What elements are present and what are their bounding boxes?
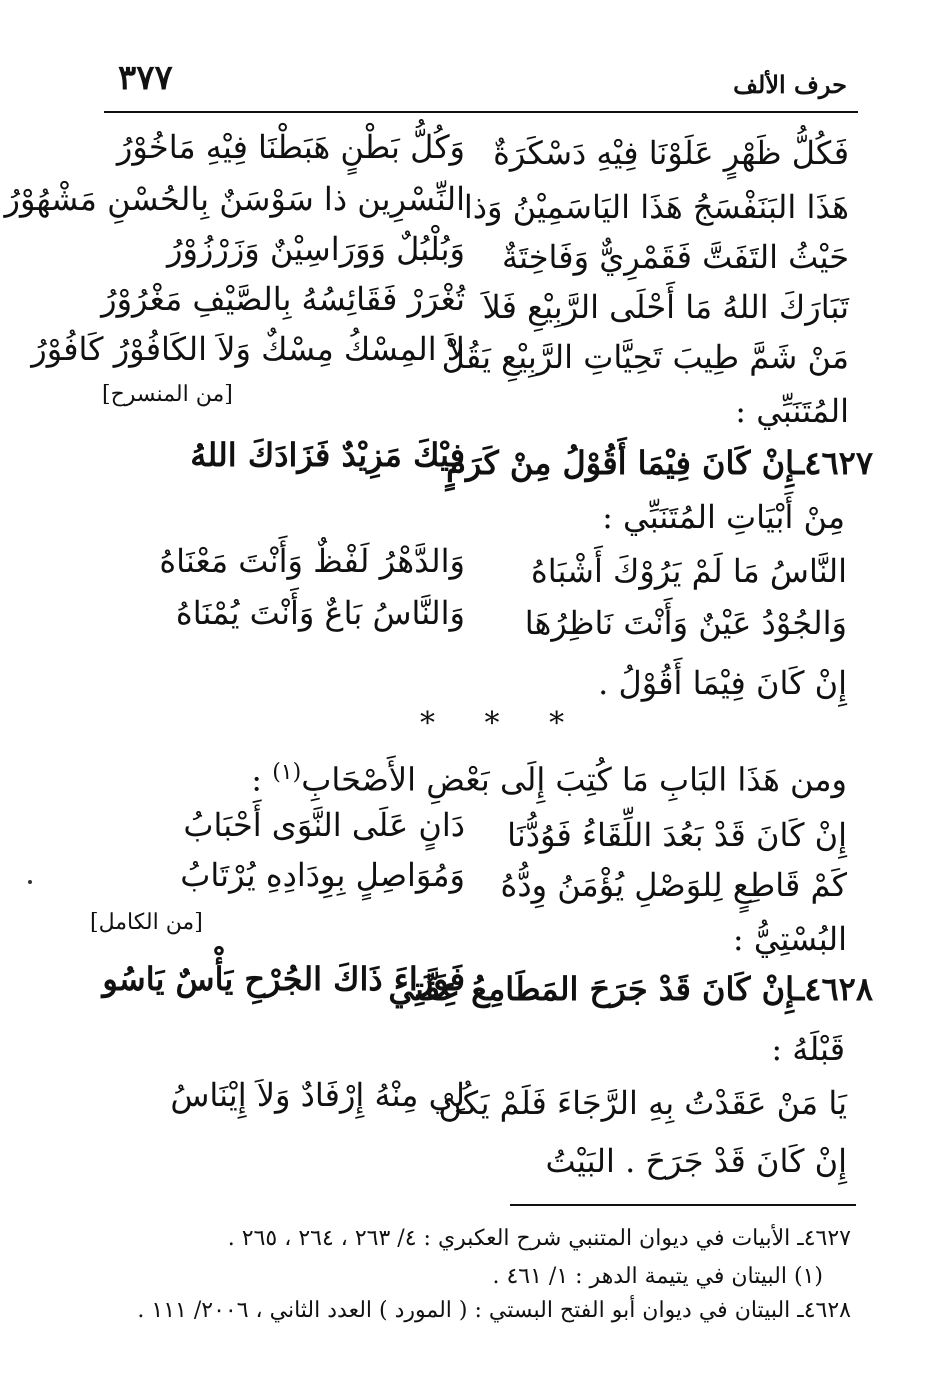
verse-right: مَنْ شَمَّ طِيبَ تَحِيَّاتِ الرَّبِيْعِ يَقُلْ [441,338,849,376]
verse-left: وَبُلْبُلٌ وَوَرَاسِيْنٌ وَزَرْزُوْرُ [167,230,465,268]
verse-left: وَمُوَاصِلٍ بِوِدَادِهِ يُرْتَابُ [180,856,465,894]
entry-intro: قَبْلَهُ : [771,1030,845,1068]
verse-left: وَالنَّاسُ بَاعٌ وَأَنْتَ يُمْنَاهُ [175,594,465,632]
meter-label: [من المنسرح] [102,382,233,407]
scan-speck [28,880,32,884]
footnote: ٤٦٢٨ـ البيتان في ديوان أبو الفتح البستي : ( المورد ) العدد الثاني ، ٢٠٠٦/ ١١١ . [137,1298,851,1323]
quoted-line: إِنْ كَانَ قَدْ جَرَحَ . البَيْتُ [545,1142,847,1180]
verse-right: تَبَارَكَ اللهُ مَا أَحْلَى الرَّبِيْعِ فَلاَ [482,288,849,326]
verse-right: كَمْ قَاطِعٍ لِلوَصْلِ يُؤْمَنُ وِدُّهُ [500,866,847,904]
verse-right: هَذَا البَنَفْسَجُ هَذَا اليَاسَمِيْنُ وَذا [463,188,849,226]
entry-number: ٤٦٢٧ـ [794,444,873,482]
verse-right: النَّاسُ مَا لَمْ يَرُوْكَ أَشْبَاهُ [531,552,847,590]
entry-verse-left: فَوَرَاءَ ذَاكَ الجُرْحِ يَأْسٌ يَاسُو [102,960,465,998]
section-intro-colon: : [251,760,263,799]
verse-right: إِنْ كَانَ قَدْ بَعُدَ اللِّقَاءُ فَوُدُّنَا [507,816,847,854]
quoted-line: إِنْ كَانَ فِيْمَا أَقُوْلُ . [598,664,847,702]
entry-verse-left: فِيْكَ مَزِيْدٌ فَزَادَكَ اللهُ [190,436,465,474]
poet-name: البُسْتِيُّ : [732,920,847,958]
footnote: (١) البيتان في يتيمة الدهر : ١/ ٤٦١ . [492,1264,823,1289]
meter-label: [من الكامل] [90,910,203,935]
verse-left: وَكُلُّ بَطْنٍ هَبَطْنَا فِيْهِ مَاخُوْرُ [116,128,465,166]
footnote: ٤٦٢٧ـ الأبيات في ديوان المتنبي شرح العكبري : ٤/ ٢٦٣ ، ٢٦٤ ، ٢٦٥ . [227,1226,851,1251]
section-divider: * * * [420,706,585,741]
section-intro-text: ومن هَذَا البَابِ مَا كُتِبَ إِلَى بَعْضِ الأَصْحَابِ [301,760,847,799]
footnote-rule [510,1204,856,1206]
entry-hemistich-right: إِنْ كَانَ قَدْ جَرَحَ المَطَامِعُ عِفَّتِي [388,970,795,1008]
verse-left: لاَ المِسْكُ مِسْكٌ وَلاَ الكَافُوْرُ كَافُوْرُ [31,330,465,368]
verse-left: لِي مِنْهُ إِرْفَادٌ وَلاَ إِيْنَاسُ [170,1076,465,1114]
entry-number: ٤٦٢٨ـ [794,970,873,1008]
poet-name: المُتَنَبِّي : [735,392,849,430]
running-title: حرف الألف [733,70,847,99]
verse-left: تُغْرَرْ فَقَائِسُهُ بِالصَّيْفِ مَغْرُوْرُ [101,280,465,318]
verse-right: وَالجُوْدُ عَيْنٌ وَأَنْتَ نَاظِرُهَا [524,604,847,642]
footnote-ref: (١) [272,760,302,785]
verse-right: يَا مَنْ عَقَدْتُ بِهِ الرَّجَاءَ فَلَمْ يَكُنْ [438,1084,847,1122]
verse-left: دَانٍ عَلَى النَّوَى أَحْبَابُ [183,806,465,844]
entry-hemistich-right: إِنْ كَانَ فِيْمَا أَقُوْلُ مِنْ كَرَمٍ [446,444,795,482]
verse-right: حَيْثُ التَفَتَّ فَقَمْرِيٌّ وَفَاخِتَةٌ [501,238,849,276]
entry-intro: مِنْ أَبْيَاتِ المُتَنَبِّي : [602,498,845,536]
section-intro [251,760,847,799]
verse-right: فَكُلُّ ظَهْرٍ عَلَوْنَا فِيْهِ دَسْكَرَةٌ [493,134,849,172]
page-number: ٣٧٧ [118,58,173,98]
verse-left: وَالدَّهْرُ لَفْظٌ وَأَنْتَ مَعْنَاهُ [159,542,465,580]
header-rule [104,111,858,113]
entry-verse-right [446,444,873,482]
verse-left: النِّسْرِين ذا سَوْسَنٌ بِالحُسْنِ مَشْهُوْرُ [4,180,465,218]
